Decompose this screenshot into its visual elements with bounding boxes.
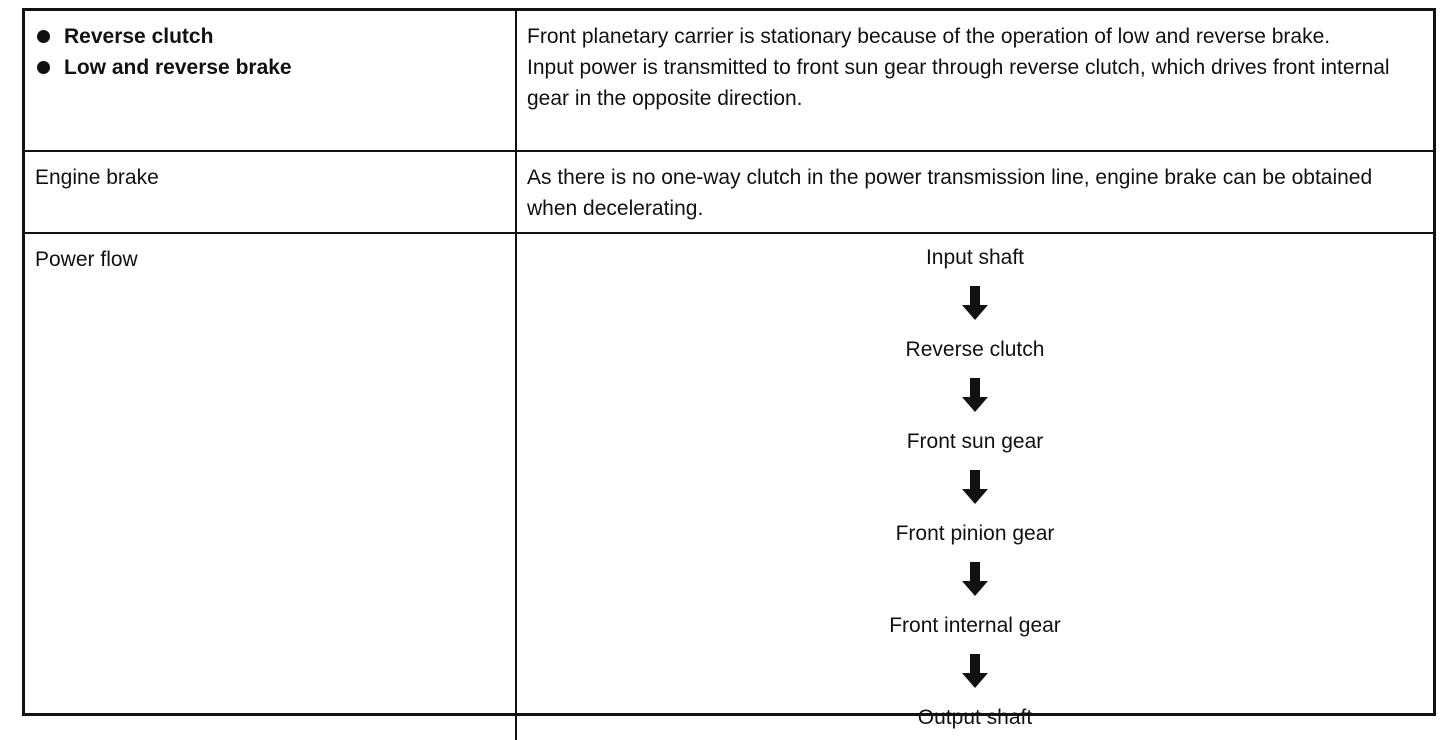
list-item (35, 21, 505, 52)
arrow-down-icon (962, 654, 988, 688)
flow-step-reverse-clutch: Reverse clutch (905, 338, 1045, 361)
power-flow-label: Power flow (25, 233, 516, 740)
flow-step-front-pinion-gear: Front pinion gear (895, 522, 1055, 545)
reverse-gear-table (22, 8, 1436, 729)
table-row-power-flow (25, 233, 1433, 740)
operated-element-label: Low and reverse brake (64, 56, 292, 79)
flow-step-front-internal-gear: Front internal gear (889, 614, 1061, 637)
bullet-dot-icon (37, 30, 50, 43)
table-row-engine-brake (25, 151, 1433, 233)
engine-brake-text: As there is no one-way clutch in the power transmission line, engine brake can be obtained when decelerating. (516, 151, 1433, 233)
table-row-operation (25, 11, 1433, 151)
operated-element-label: Reverse clutch (64, 25, 214, 48)
operation-description-cell (516, 11, 1433, 151)
engine-brake-label: Engine brake (25, 151, 516, 233)
arrow-down-icon (962, 378, 988, 412)
description-paragraph: Front planetary carrier is stationary because of the operation of low and reverse brake. (527, 25, 1331, 48)
arrow-down-icon (962, 470, 988, 504)
operated-elements-list (35, 21, 505, 83)
description-paragraph: Input power is transmitted to front sun gear through reverse clutch, which drives front internal gear in the opposite direction. (527, 56, 1390, 110)
power-flow-diagram (527, 244, 1423, 732)
flow-step-output-shaft: Output shaft (917, 706, 1033, 729)
flow-step-front-sun-gear: Front sun gear (906, 430, 1044, 453)
bullet-dot-icon (37, 61, 50, 74)
list-item (35, 52, 505, 83)
power-flow-cell (516, 233, 1433, 740)
spec-table (25, 11, 1433, 740)
flow-step-input-shaft: Input shaft (925, 246, 1025, 269)
arrow-down-icon (962, 286, 988, 320)
arrow-down-icon (962, 562, 988, 596)
operated-elements-cell (25, 11, 516, 151)
